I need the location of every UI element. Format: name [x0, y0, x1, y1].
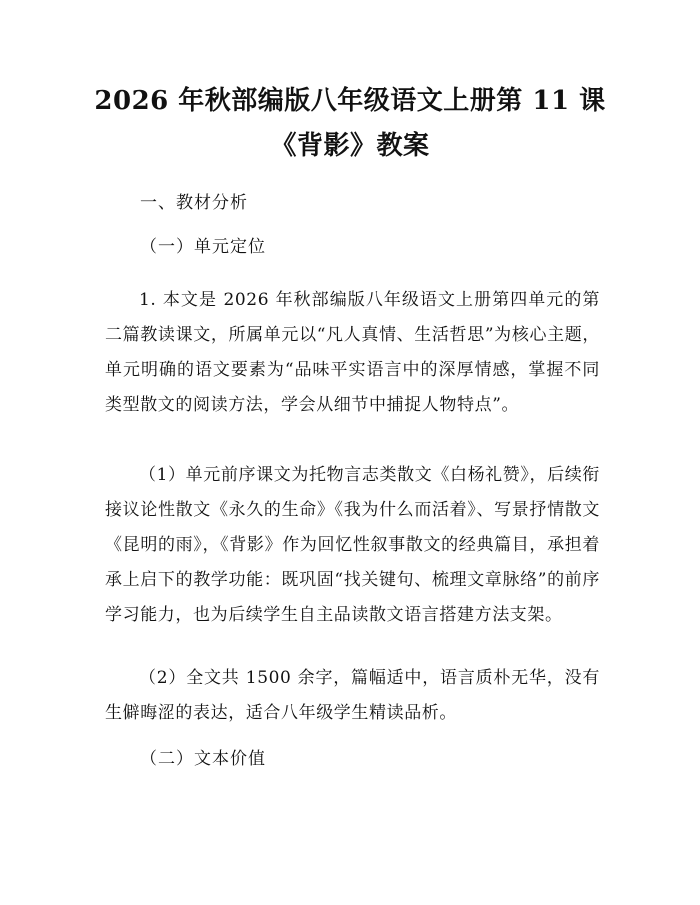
- section-heading-teaching-material-analysis: 一、教材分析: [140, 193, 248, 213]
- subsection-heading-text-value: （二）文本价值: [140, 749, 266, 769]
- document-title-line-1: 2026 年秋部编版八年级语文上册第 11 课: [94, 86, 606, 116]
- document-title-line-2: 《背影》教案: [270, 131, 430, 161]
- paragraph-unit-overview: 1. 本文是 2026 年秋部编版八年级语文上册第四单元的第二篇教读课文，所属单元以“凡人真情、生活哲思”为核心主题，单元明确的语文要素为“品味平实语言中的深厚情感，掌握不同类型散文的阅读方法，学会从细节中捕捉人物特点”。: [105, 290, 600, 415]
- paragraph-text-length: （2）全文共 1500 余字，篇幅适中，语言质朴无华，没有生僻晦涩的表达，适合八年级学生精读品析。: [105, 668, 600, 723]
- subsection-heading-unit-positioning: （一）单元定位: [140, 237, 266, 257]
- paragraph-unit-sequence: （1）单元前序课文为托物言志类散文《白杨礼赞》，后续衔接议论性散文《永久的生命》《我为什么而活着》、写景抒情散文《昆明的雨》，《背影》作为回忆性叙事散文的经典篇目，承担着承上启下的教学功能：既巩固“找关键句、梳理文章脉络”的前序学习能力，也为后续学生自主品读散文语言搭建方法支架。: [105, 465, 600, 625]
